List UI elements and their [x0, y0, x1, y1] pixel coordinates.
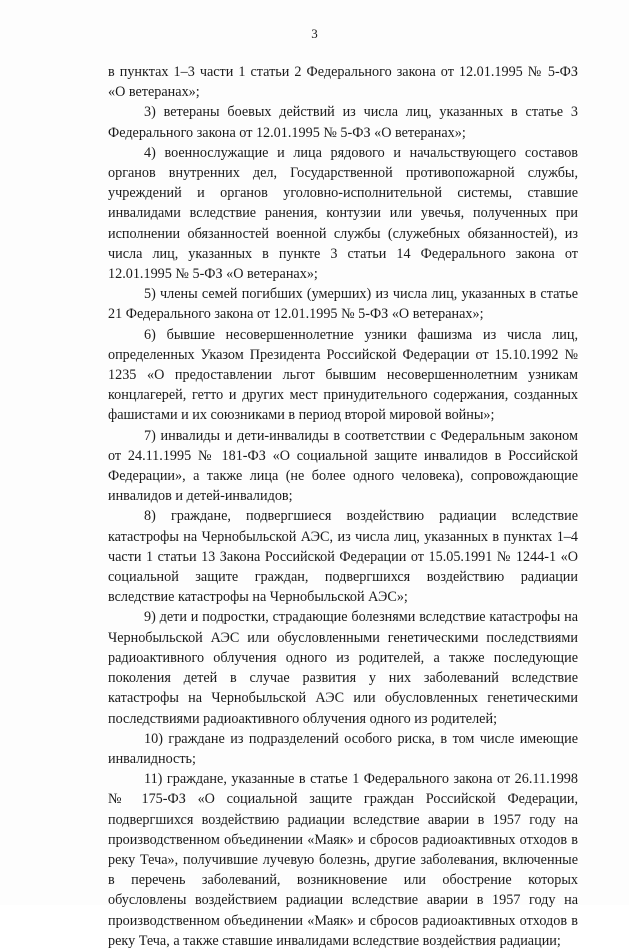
paragraph-item-5: 5) члены семей погибших (умерших) из числа лиц, указанных в статье 21 Федерального закона от 12.01.1995 № 5-ФЗ «О ветеранах»;: [108, 286, 578, 323]
paragraph-item-4: 4) военнослужащие и лица рядового и начальствующего составов органов внутренних дел, Государственной противопожарной службы, учреждений и органов уголовно-исполнительной системы, ставшие инвалидами вследствие ранения, контузии или увечья, полученных при исполнении обязанностей военной службы (служебных обязанностей), из числа лиц, указанных в пункте 3 статьи 14 Федерального закона от 12.01.1995 № 5-ФЗ «О ветеранах»;: [108, 144, 578, 283]
paragraph-item-6: 6) бывшие несовершеннолетние узники фашизма из числа лиц, определенных Указом Президента Российской Федерации от 15.10.1992 № 1235 «О предоставлении льгот бывшим несовершеннолетним узникам концлагерей, гетто и других мест принудительного содержания, созданных фашистами и их союзниками в период второй мировой войны»;: [108, 326, 578, 424]
paragraph-continuation: в пунктах 1–3 части 1 статьи 2 Федерального закона от 12.01.1995 № 5-ФЗ «О ветеранах»;: [108, 64, 578, 101]
paragraph-item-8: 8) граждане, подвергшиеся воздействию радиации вследствие катастрофы на Чернобыльской АЭС, из числа лиц, указанных в пунктах 1–4 части 1 статьи 13 Закона Российской Федерации от 15.05.1991 № 1244-1 «О социальной защите граждан, подвергшихся воздействию радиации вследствие катастрофы на Чернобыльской АЭС»;: [108, 508, 578, 606]
paragraph-item-3: 3) ветераны боевых действий из числа лиц, указанных в статье 3 Федерального закона от 12.01.1995 № 5-ФЗ «О ветеранах»;: [108, 104, 578, 141]
paragraph-item-9: 9) дети и подростки, страдающие болезнями вследствие катастрофы на Чернобыльской АЭС или обусловленными генетическими последствиями радиоактивного облучения одного из родителей, а также последующие поколения детей в случае развития у них заболеваний вследствие катастрофы на Чернобыльской АЭС или обусловленных генетическими последствиями радиоактивного облучения одного из родителей;: [108, 609, 578, 727]
paragraph-item-7: 7) инвалиды и дети-инвалиды в соответствии с Федеральным законом от 24.11.1995 № 181-ФЗ «О социальной защите инвалидов в Российской Федерации», а также лица (не более одного человека), сопровождающие инвалидов и детей-инвалидов;: [108, 427, 578, 505]
paragraph-item-10: 10) граждане из подразделений особого риска, в том числе имеющие инвалидность;: [108, 730, 578, 767]
page-number: 3: [311, 26, 318, 41]
paragraph-item-11: 11) граждане, указанные в статье 1 Федерального закона от 26.11.1998 № 175-ФЗ «О социальной защите граждан Российской Федерации, подвергшихся воздействию радиации вследствие аварии в 1957 году на производственном объединении «Маяк» и сбросов радиоактивных отходов в реку Теча», получившие лучевую болезнь, другие заболевания, включенные в перечень заболеваний, возникновение или обострение которых обусловлены воздействием радиации вследствие аварии в 1957 году на производственном объединении «Маяк» и сбросов радиоактивных отходов в реку Теча, а также ставшие инвалидами вследствие воздействия радиации;: [108, 771, 578, 949]
document-body: [108, 62, 578, 951]
